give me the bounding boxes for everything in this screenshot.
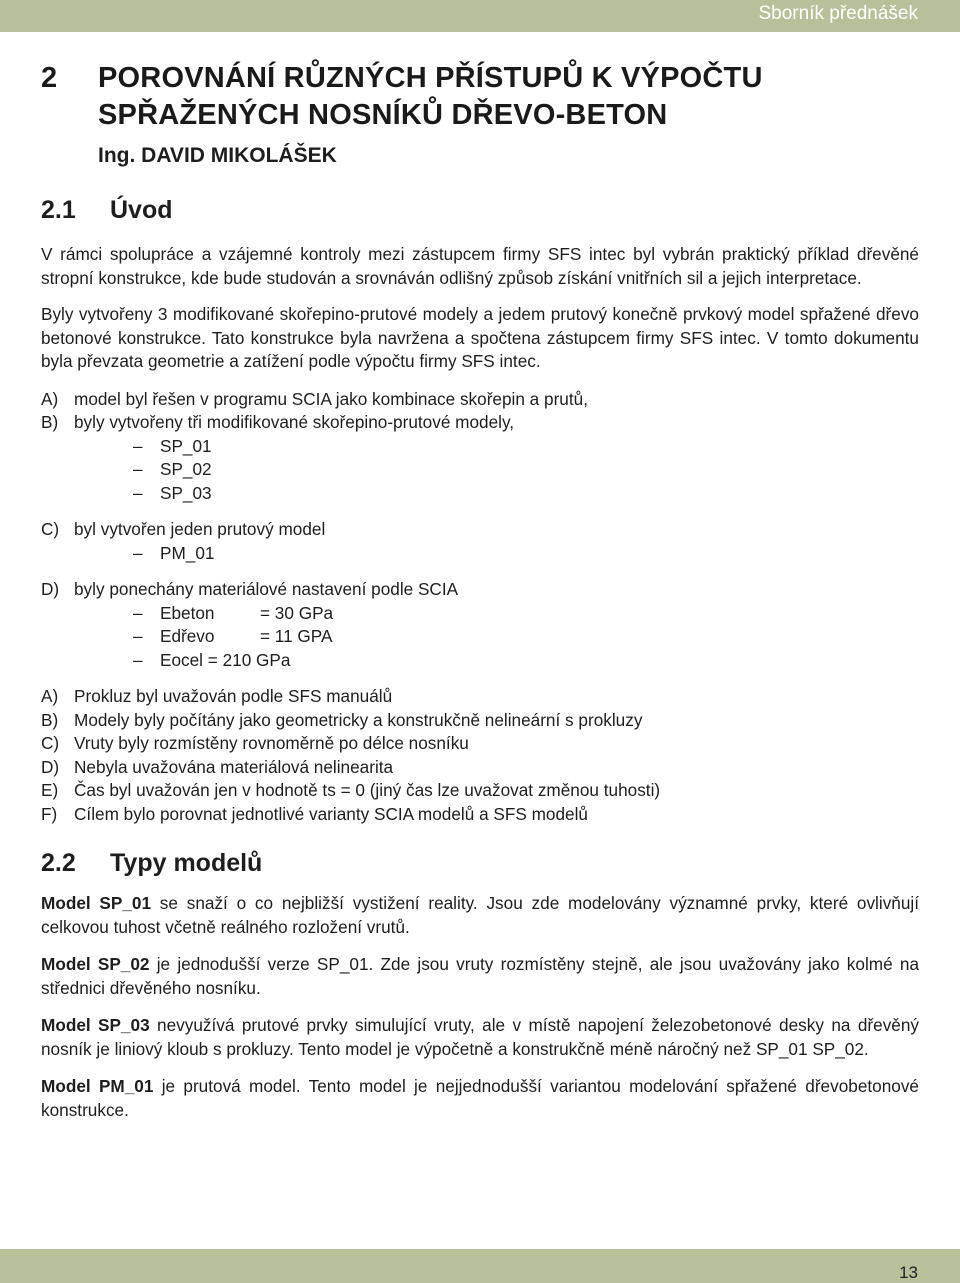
list-text: Cílem bylo porovnat jednotlivé varianty SCIA modelů a SFS modelů: [74, 803, 588, 824]
footer-band: [0, 1249, 960, 1283]
list-label: B): [41, 412, 59, 432]
list-c-block: [41, 518, 919, 565]
list-d-block: [41, 578, 919, 672]
model-description: je prutová model. Tento model je nejjednodušší variantou modelování spřažené dřevobetonové konstrukce.: [41, 1076, 919, 1120]
sublist-item: [133, 435, 919, 459]
list-text: model byl řešen v programu SCIA jako kombinace skořepin a prutů,: [74, 388, 588, 409]
dash-bullet: –: [133, 626, 143, 646]
model-description: se snaží o co nejbližší vystižení reality. Jsou zde modelovány významné prvky, které ovlivňují celkovou tuhost včetně reálného rozložení vrutů.: [41, 893, 919, 937]
header-band: [0, 0, 960, 32]
dash-bullet: –: [133, 542, 143, 563]
list-label: D): [41, 579, 60, 599]
list-label: F): [41, 803, 58, 824]
dash-bullet: –: [133, 435, 143, 456]
page-number: 13: [899, 1263, 918, 1282]
model-name: Model PM_01: [41, 1076, 154, 1096]
list-item: [41, 779, 919, 803]
material-value: = 11 GPA: [260, 626, 333, 646]
assumptions-list: [41, 685, 919, 826]
list-text: Vruty byly rozmístěny rovnoměrně po délce nosníku: [74, 733, 469, 753]
section-title: Typy modelů: [110, 849, 263, 877]
intro-paragraph: V rámci spolupráce a vzájemné kontroly mezi zástupcem firmy SFS intec byl vybrán praktický příklad dřevěné stropní konstrukce, kde bude studován a srovnáván odlišný způsob získání vnitřních sil a jejich interpretace.: [41, 244, 919, 288]
dash-bullet: –: [133, 482, 143, 503]
model-paragraph: [41, 953, 919, 1000]
material-name: Ebeton: [160, 602, 215, 623]
section-heading-2-2: [41, 848, 919, 878]
section-number: 2.2: [41, 849, 76, 877]
list-label: C): [41, 733, 60, 753]
list-label: B): [41, 709, 59, 730]
author: Ing. DAVID MIKOLÁŠEK: [98, 144, 337, 167]
list-item: [41, 709, 919, 733]
list-label: A): [41, 686, 59, 706]
material-row: [133, 649, 919, 673]
page-content: [41, 60, 919, 1122]
list-text: byly ponechány materiálové nastavení podle SCIA: [74, 579, 459, 599]
list-text: byly vytvořeny tři modifikované skořepino-prutové modely,: [74, 412, 515, 432]
models-paragraph: Byly vytvořeny 3 modifikované skořepino-prutové modely a jedem prutový konečně prvkový model spřažené dřevo betonové konstrukce. Tato konstrukce byla navržena a spočtena zástupcem firmy SFS intec. V tomto dokumentu byla převzata geometrie a zatížení podle výpočtu firmy SFS intec.: [41, 304, 919, 371]
sublist-text: SP_03: [160, 482, 212, 503]
list-label: D): [41, 756, 60, 777]
material-row: [133, 625, 919, 649]
sublist-item: [133, 482, 919, 506]
model-paragraph: [41, 892, 919, 939]
section-number: 2.1: [41, 196, 76, 224]
model-paragraph: [41, 1014, 919, 1061]
material-name: Edřevo: [160, 626, 215, 646]
model-name: Model SP_01: [41, 893, 152, 913]
running-title: Sborník přednášek: [758, 3, 918, 24]
list-item: [41, 685, 919, 709]
sublist-text: SP_02: [160, 459, 212, 479]
chapter-heading: [41, 60, 919, 134]
material-name: Eocel = 210 GPa: [160, 649, 291, 670]
sublist-item: [133, 542, 919, 566]
dash-bullet: –: [133, 459, 143, 479]
model-name: Model SP_03: [41, 1015, 150, 1035]
sublist-text: SP_01: [160, 435, 212, 456]
model-paragraph: [41, 1075, 919, 1122]
list-item: [41, 732, 919, 756]
list-text: Modely byly počítány jako geometricky a konstrukčně nelineární s prokluzy: [74, 709, 643, 730]
list-text: Prokluz byl uvažován podle SFS manuálů: [74, 686, 393, 706]
list-text: Čas byl uvažován jen v hodnotě ts = 0 (jiný čas lze uvažovat změnou tuhosti): [74, 780, 661, 800]
list-label: E): [41, 780, 59, 800]
chapter-title-line-1: POROVNÁNÍ RŮZNÝCH PŘÍSTUPŮ K VÝPOČTU: [98, 62, 763, 94]
chapter-title-line-2: SPŘAŽENÝCH NOSNÍKŮ DŘEVO-BETON: [98, 99, 668, 131]
sublist-text: PM_01: [160, 542, 215, 563]
list-a-item: [41, 388, 919, 506]
model-description: nevyužívá prutové prvky simulující vruty, ale v místě napojení železobetonové desky na dřevěný nosník je liniový kloub s prokluzy. Tento model je výpočetně a konstrukčně méně náročný než SP_01 SP_02.: [41, 1015, 920, 1059]
list-label: C): [41, 519, 60, 539]
material-row: [133, 602, 919, 626]
section-title: Úvod: [110, 196, 173, 224]
list-text: Nebyla uvažována materiálová nelinearita: [74, 756, 394, 777]
model-name: Model SP_02: [41, 954, 150, 974]
dash-bullet: –: [133, 602, 143, 623]
material-value: = 30 GPa: [260, 602, 334, 623]
dash-bullet: –: [133, 649, 143, 670]
list-item: [41, 756, 919, 780]
list-label: A): [41, 388, 59, 409]
sublist-item: [133, 458, 919, 482]
list-item: [41, 803, 919, 827]
section-heading-2-1: [41, 195, 919, 225]
list-text: byl vytvořen jeden prutový model: [74, 519, 326, 539]
chapter-number: 2: [41, 62, 58, 94]
chapter-title: [98, 60, 763, 134]
model-description: je jednodušší verze SP_01. Zde jsou vruty rozmístěny stejně, ale jsou uvažovány jako kolmé na střednici dřevěného nosníku.: [41, 954, 919, 998]
list-b-item: [41, 411, 919, 435]
